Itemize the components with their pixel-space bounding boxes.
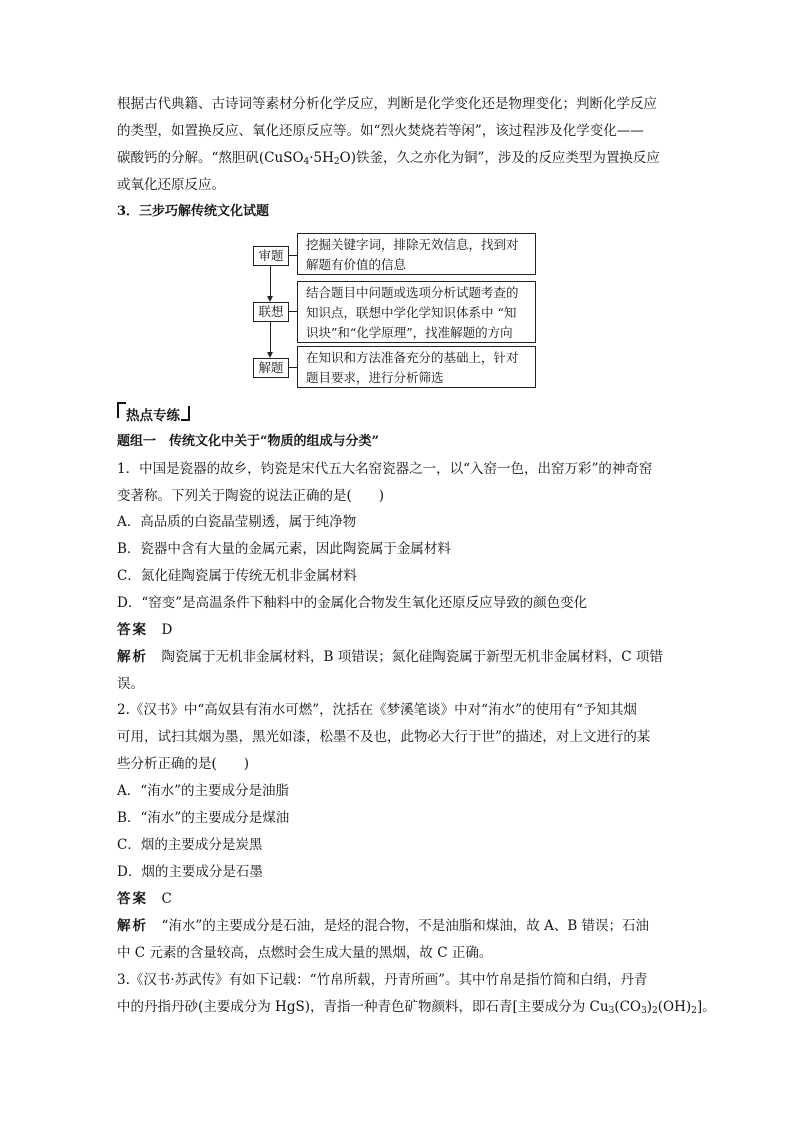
arrow-down-icon (267, 352, 273, 358)
q3-line-2-part-d: (OH) (657, 999, 692, 1015)
step-associate-description (297, 281, 536, 343)
hot-practice-title: 热点专练 (126, 408, 180, 424)
q1-option-d: D．“窑变”是高温条件下釉料中的金属化合物发生氧化还原反应导致的颜色变化 (117, 595, 588, 611)
link-line-3 (289, 367, 297, 368)
desc-line: 知识点，联想中学化学知识体系中 “知 (306, 305, 517, 320)
q2-stem-line-3: 些分析正确的是( ) (117, 756, 250, 772)
q1-option-a: A．高品质的白瓷晶莹剔透，属于纯净物 (117, 514, 357, 530)
intro-line-3-part-c: O)铁釜，久之亦化为铜”，涉及的反应类型为置换反应 (339, 150, 660, 166)
q1-analysis-line-1 (117, 647, 682, 667)
intro-line-3-part-b: ·5H (309, 150, 334, 166)
desc-line: 解题有价值的信息 (306, 257, 407, 272)
q2-answer (117, 889, 682, 909)
corner-bracket-left (117, 402, 126, 418)
step-review: 审题 (253, 246, 289, 266)
flow-connector-1 (270, 266, 271, 296)
desc-line: 识块”和“化学原理”，找准解题的方向 (306, 325, 513, 340)
answer-value: C (161, 891, 172, 907)
q1-analysis-line-2: 误。 (117, 676, 144, 692)
analysis-label: 解析 (117, 918, 148, 934)
q2-analysis-line-1 (117, 916, 682, 936)
q3-sub: 3 (608, 1006, 615, 1016)
analysis-text: “洧水”的主要成分是石油，是烃的混合物，不是油脂和煤油，故 A、B 错误；石油 (161, 918, 650, 934)
intro-sub-2: 2 (333, 157, 340, 167)
analysis-text: 陶瓷属于无机非金属材料，B 项错误；氮化硅陶瓷属于新型无机非金属材料，C 项错 (161, 649, 663, 665)
q2-stem-line-2: 可用，试扫其烟为墨，黑光如漆，松墨不及也，此物必大行于世”的描述，对上文进行的某 (117, 729, 651, 745)
q3-sub: 3 (640, 1006, 647, 1016)
step-solve: 解题 (253, 358, 289, 378)
q3-stem-line-2 (117, 997, 716, 1021)
q2-analysis-line-2: 中 C 元素的含量较高，点燃时会生成大量的黑烟，故 C 正确。 (117, 945, 493, 961)
intro-line-3 (117, 148, 682, 172)
desc-line: 挖掘关键字词，排除无效信息，找到对 (306, 237, 519, 252)
q2-option-b: B．“洧水”的主要成分是煤油 (117, 810, 290, 826)
q3-sub: 2 (691, 1006, 697, 1016)
intro-line-1: 根据古代典籍、古诗词等素材分析化学反应，判断是化学变化还是物理变化；判断化学反应 (117, 96, 657, 112)
step-associate: 联想 (253, 302, 289, 322)
q1-answer (117, 620, 682, 640)
answer-value: D (161, 622, 173, 638)
group-1-title: 题组一 传统文化中关于“物质的组成与分类” (117, 434, 379, 449)
q2-option-a: A．“洧水”的主要成分是油脂 (117, 783, 290, 799)
intro-line-3-part-a: 碳酸钙的分解。“熬胆矾(CuSO (117, 150, 304, 166)
q2-option-d: D．烟的主要成分是石墨 (117, 864, 263, 880)
desc-line: 题目要求，进行分析筛选 (306, 370, 444, 385)
link-line-2 (289, 311, 297, 312)
answer-label: 答案 (117, 891, 148, 907)
desc-line: 在知识和方法准备充分的基础上，针对 (306, 350, 519, 365)
q1-option-b: B．瓷器中含有大量的金属元素，因此陶瓷属于金属材料 (117, 541, 451, 557)
q3-line-2-part-c: ) (646, 999, 652, 1015)
arrow-down-icon (267, 296, 273, 302)
q3-line-2-part-b: (CO (614, 999, 641, 1015)
q1-stem-line-1: 1．中国是瓷器的故乡，钧瓷是宋代五大名窑瓷器之一，以“入窑一色，出窑万彩”的神奇窑 (117, 461, 653, 477)
intro-line-2: 的类型，如置换反应、氧化还原反应等。如“烈火焚烧若等闲”，该过程涉及化学变化—— (117, 123, 644, 139)
section-3-heading: 3．三步巧解传统文化试题 (117, 204, 270, 219)
q2-option-c: C．烟的主要成分是炭黑 (117, 837, 263, 853)
answer-label: 答案 (117, 622, 148, 638)
q2-stem-line-1: 2.《汉书》中“高奴县有洧水可燃”，沈括在《梦溪笔谈》中对“洧水”的使用有“予知其烟 (117, 702, 637, 718)
intro-line-4: 或氧化还原反应。 (117, 177, 225, 193)
step-solve-description (297, 346, 536, 388)
analysis-label: 解析 (117, 649, 148, 665)
intro-sub-4: 4 (303, 157, 310, 167)
q3-stem-line-1: 3.《汉书·苏武传》有如下记载：“竹帛所载，丹青所画”。其中竹帛是指竹简和白绢，丹青 (117, 972, 648, 988)
link-line-1 (289, 255, 297, 256)
q3-line-2-part-a: 中的丹指丹砂(主要成分为 HgS)，青指一种青色矿物颜料，即石青[主要成分为 Cu (117, 999, 609, 1015)
q3-sub: 2 (652, 1006, 658, 1016)
q3-line-2-part-e: ]。 (696, 999, 716, 1015)
corner-bracket-right (181, 406, 190, 421)
step-review-description (297, 233, 536, 275)
q1-option-c: C．氮化硅陶瓷属于传统无机非金属材料 (117, 568, 357, 584)
desc-line: 结合题目中问题或选项分析试题考查的 (306, 285, 519, 300)
q1-stem-line-2: 变著称。下列关于陶瓷的说法正确的是( ) (117, 488, 385, 504)
flow-connector-2 (270, 322, 271, 352)
